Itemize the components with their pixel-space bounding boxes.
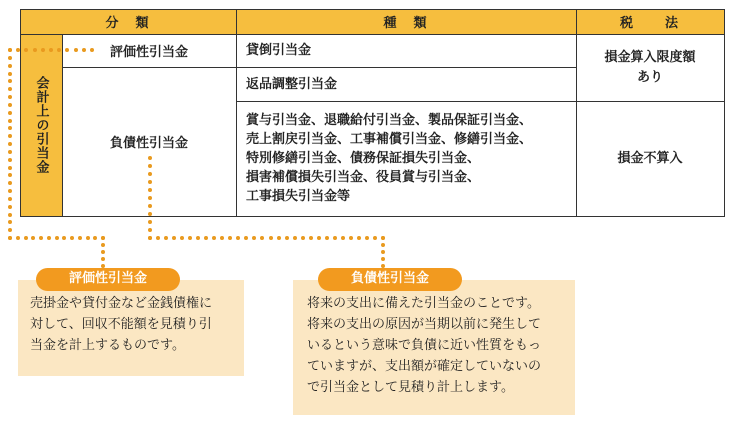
connector-dot-liability	[148, 172, 152, 176]
connector-dot-valuation	[33, 48, 37, 52]
connector-dot-liability	[373, 236, 377, 240]
connector-dot-valuation	[82, 48, 86, 52]
note-liability-line: 将来の支出の原因が当期以前に発生して	[307, 317, 542, 332]
connector-dot-valuation	[39, 236, 43, 240]
connector-dot-valuation	[24, 236, 28, 240]
table-border-right	[724, 9, 725, 217]
table-border-bottom	[20, 216, 725, 217]
note-liability-line: で引当金として見積り計上します。	[307, 380, 514, 395]
group-label-accounting-reserves: 会計上の引当金	[20, 34, 62, 216]
connector-dot-valuation	[8, 213, 12, 217]
connector-dot-liability	[317, 236, 321, 240]
connector-dot-valuation	[8, 173, 12, 177]
tax-limit-line1: 損金算入限度額	[604, 49, 696, 65]
connector-dot-valuation	[8, 166, 12, 170]
connector-dot-liability	[381, 236, 385, 240]
connector-dot-liability	[148, 220, 152, 224]
connector-dot-liability	[148, 204, 152, 208]
connector-dot-valuation	[101, 250, 105, 254]
connector-dot-liability	[244, 236, 248, 240]
connector-dot-liability	[220, 236, 224, 240]
connector-dot-valuation	[8, 158, 12, 162]
connector-dot-liability	[349, 236, 353, 240]
connector-dot-liability	[148, 180, 152, 184]
note-valuation-line: 対して、回収不能額を見積り引	[30, 317, 212, 332]
note-valuation-line: 当金を計上するものです。	[30, 338, 185, 353]
type-returns: 返品調整引当金	[246, 76, 338, 92]
connector-dot-valuation	[8, 236, 12, 240]
connector-dot-valuation	[8, 87, 12, 91]
header-classification: 分 類	[20, 9, 236, 34]
liability-type-line: 工事損失引当金等	[246, 189, 351, 204]
type-bad-debt: 貸倒引当金	[246, 43, 312, 58]
tax-limit-exists	[576, 34, 724, 101]
connector-dot-valuation	[41, 48, 45, 52]
connector-dot-valuation	[8, 119, 12, 123]
note-box-liability	[293, 280, 575, 415]
connector-dot-liability	[148, 236, 152, 240]
row-label-valuation: 評価性引当金	[109, 45, 188, 60]
table-line-classification	[236, 9, 237, 217]
connector-dot-valuation	[8, 126, 12, 130]
type-liability-list	[236, 101, 576, 216]
tax-limit-line2: あり	[636, 69, 663, 85]
connector-dot-liability	[148, 196, 152, 200]
connector-dot-valuation	[47, 236, 51, 240]
connector-dot-valuation	[8, 103, 12, 107]
note-title-liability: 負債性引当金	[318, 268, 462, 291]
table-line-types	[576, 9, 577, 217]
table-line-group	[62, 34, 63, 216]
connector-dot-valuation	[8, 197, 12, 201]
table-line-row2	[236, 101, 725, 102]
connector-dot-valuation	[62, 236, 66, 240]
table-line-row1	[62, 67, 576, 68]
connector-dot-liability	[148, 188, 152, 192]
table-border-left	[20, 9, 21, 217]
connector-dot-liability	[381, 257, 385, 261]
header-types: 種 類	[236, 9, 576, 34]
connector-dot-valuation	[8, 95, 12, 99]
header-tax: 税 法	[576, 9, 724, 34]
connector-dot-liability	[188, 236, 192, 240]
connector-dot-liability	[341, 236, 345, 240]
connector-dot-valuation	[70, 236, 74, 240]
note-title-valuation: 評価性引当金	[36, 268, 180, 291]
connector-dot-liability	[301, 236, 305, 240]
connector-dot-valuation	[86, 236, 90, 240]
note-liability-line: ていますが、支出額が確定していないの	[307, 359, 542, 374]
connector-dot-valuation	[101, 236, 105, 240]
row-label-liability: 負債性引当金	[109, 136, 188, 151]
connector-dot-liability	[148, 156, 152, 160]
connector-dot-liability	[156, 236, 160, 240]
connector-dot-liability	[381, 250, 385, 254]
liability-type-line: 賞与引当金、退職給付引当金、製品保証引当金、	[246, 113, 533, 128]
note-liability-line: いるという意味で負債に近い性質をもっ	[307, 338, 542, 353]
connector-dot-valuation	[8, 142, 12, 146]
connector-dot-valuation	[8, 150, 12, 154]
connector-dot-liability	[196, 236, 200, 240]
note-valuation-line: 売掛金や貸付金など金銭債権に	[30, 296, 213, 311]
connector-dot-liability	[285, 236, 289, 240]
connector-dot-valuation	[16, 236, 20, 240]
connector-dot-valuation	[101, 257, 105, 261]
table-border-top	[20, 9, 725, 10]
connector-dot-valuation	[31, 236, 35, 240]
connector-dot-valuation	[8, 56, 12, 60]
connector-dot-valuation	[74, 48, 78, 52]
connector-dot-valuation	[8, 72, 12, 76]
connector-dot-valuation	[8, 189, 12, 193]
tax-no-deduction: 損金不算入	[617, 150, 683, 166]
note-box-valuation	[18, 280, 244, 376]
connector-dot-valuation	[8, 79, 12, 83]
connector-dot-liability	[357, 236, 361, 240]
connector-dot-valuation	[90, 48, 94, 52]
connector-dot-valuation	[8, 181, 12, 185]
connector-dot-liability	[293, 236, 297, 240]
note-liability-line: 将来の支出に備えた引当金のことです。	[307, 296, 540, 311]
liability-type-line: 売上割戻引当金、工事補償引当金、修繕引当金、	[246, 132, 533, 147]
connector-dot-valuation	[8, 134, 12, 138]
liability-type-line: 損害補償損失引当金、役員賞与引当金、	[246, 170, 481, 185]
connector-dot-liability	[164, 236, 168, 240]
connector-dot-liability	[148, 164, 152, 168]
connector-dot-valuation	[8, 220, 12, 224]
connector-dot-liability	[309, 236, 313, 240]
connector-dot-valuation	[93, 236, 97, 240]
connector-dot-valuation	[8, 228, 12, 232]
connector-dot-valuation	[101, 243, 105, 247]
connector-dot-valuation	[49, 48, 53, 52]
connector-dot-valuation	[78, 236, 82, 240]
connector-dot-liability	[260, 236, 264, 240]
connector-dot-liability	[365, 236, 369, 240]
connector-dot-liability	[180, 236, 184, 240]
connector-dot-valuation	[8, 205, 12, 209]
table-border-header	[20, 34, 725, 35]
connector-dot-liability	[236, 236, 240, 240]
connector-dot-liability	[228, 236, 232, 240]
connector-dot-liability	[325, 236, 329, 240]
connector-dot-liability	[204, 236, 208, 240]
connector-dot-valuation	[8, 48, 12, 52]
connector-dot-liability	[148, 212, 152, 216]
connector-dot-valuation	[8, 111, 12, 115]
connector-dot-liability	[333, 236, 337, 240]
connector-dot-liability	[269, 236, 273, 240]
connector-dot-liability	[277, 236, 281, 240]
connector-dot-liability	[172, 236, 176, 240]
connector-dot-liability	[148, 228, 152, 232]
connector-dot-valuation	[8, 64, 12, 68]
connector-dot-valuation	[55, 236, 59, 240]
connector-dot-liability	[381, 243, 385, 247]
liability-type-line: 特別修繕引当金、債務保証損失引当金、	[246, 151, 481, 166]
connector-dot-liability	[252, 236, 256, 240]
connector-dot-liability	[212, 236, 216, 240]
